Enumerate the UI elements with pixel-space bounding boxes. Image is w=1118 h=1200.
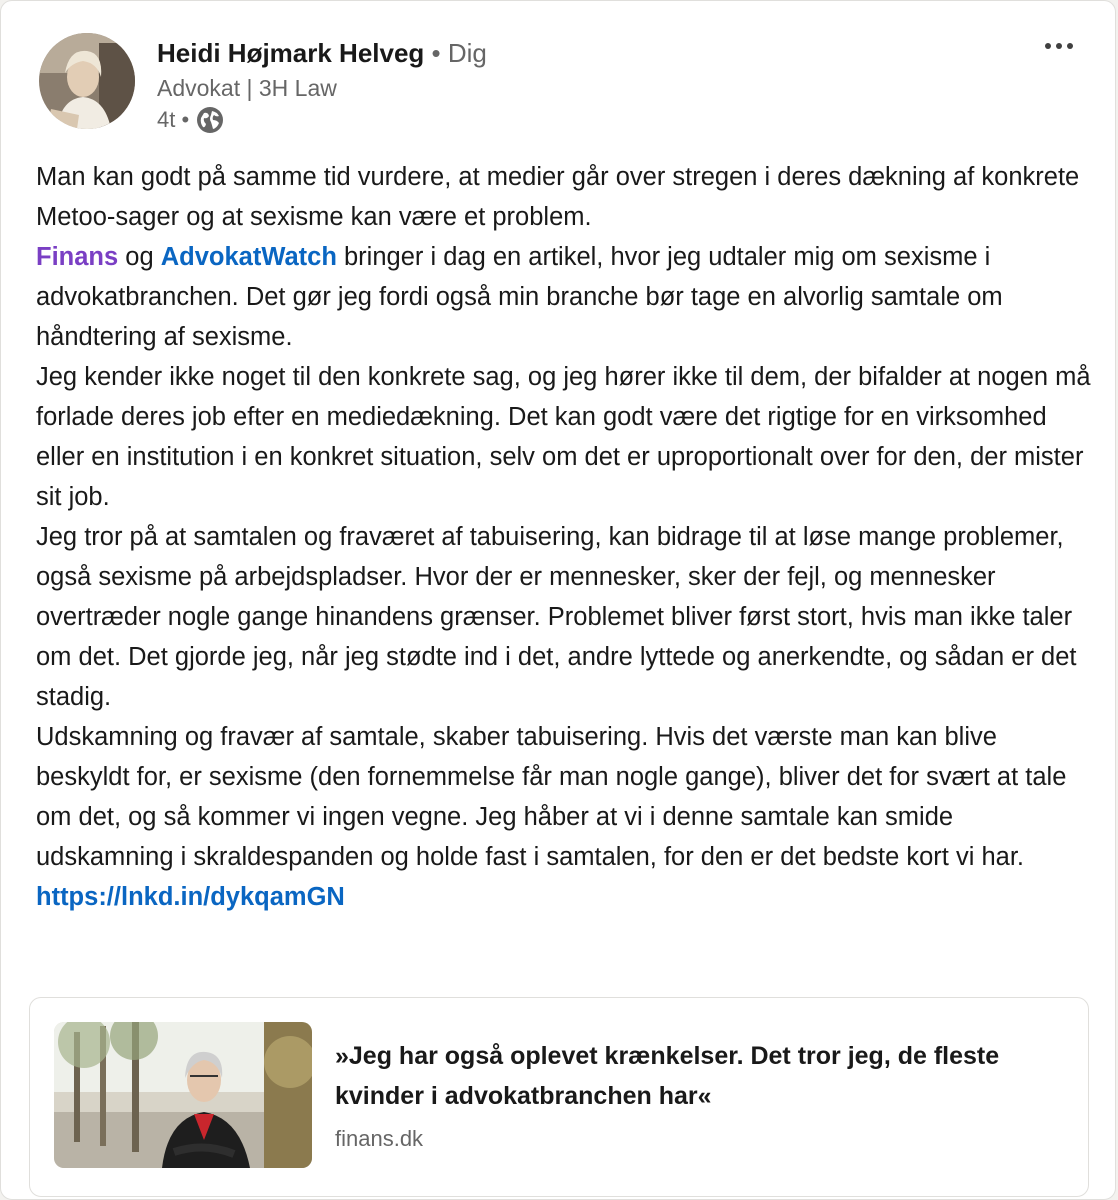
post-paragraph-5: Udskamning og fravær af samtale, skaber tabuisering. Hvis det værste man kan blive beskyldt for, er sexisme (den fornemmelse får man nogle gange), bliver det for svært at tale om det, og så kommer vi ingen vegne. Jeg håber at vi i denne samtale kan smide udskamning i skraldespanden og holde fast i samtalen, for den er det bedste kort vi har. [36,723,1067,871]
post-meta [157,105,225,135]
post-link-line [36,877,1096,917]
article-preview-card[interactable] [29,997,1089,1197]
mention-finans[interactable]: Finans [36,243,119,271]
post-paragraph-1: Man kan godt på samme tid vurdere, at medier går over stregen i deres dækning af konkrete Metoo-sager og at sexisme kan være et problem. [36,163,1080,231]
post-paragraph-3: Jeg kender ikke noget til den konkrete sag, og jeg hører ikke til dem, der bifalder at nogen må forlade deres job efter en mediedækning. Det kan godt være det rigtige for en virksomhed eller en institution i en konkret situation, selv om det er uproportionalt over for den, der mister sit job. [36,363,1091,511]
more-horizontal-icon [1044,42,1074,50]
post-paragraph-2 [36,237,1096,357]
article-thumbnail-image [54,1022,312,1168]
more-options-button[interactable] [1037,31,1081,61]
article-source: finans.dk [335,1126,424,1151]
article-title[interactable]: »Jeg har også oplevet krænkelser. Det tror jeg, de fleste kvinder i advokatbranchen har« [335,1042,1000,1110]
post-paragraph-4: Jeg tror på at samtalen og fraværet af tabuisering, kan bidrage til at løse mange problemer, også sexisme på arbejdspladser. Hvor der er mennesker, sker der fejl, og mennesker overtræder nogle gange hinandens grænser. Problemet bliver først stort, hvis man ikke taler om det. Det gjorde jeg, når jeg stødte ind i det, andre lyttede og anerkendte, og sådan er det stadig. [36,523,1077,711]
post-paragraph-2-text: bringer i dag en artikel, hvor jeg udtaler mig om sexisme i advokatbranchen. Det gør jeg fordi også min branche bør tage en alvorlig samtale om håndtering af sexisme. [36,243,1003,351]
shortened-link[interactable]: https://lnkd.in/dykqamGN [36,883,345,911]
avatar-photo [39,33,135,129]
post-time: 4t • [157,107,190,132]
post-body [36,157,1096,917]
author-headline: Advokat | 3H Law [157,75,337,101]
globe-icon [195,105,225,135]
mention-separator: og [118,243,161,271]
connection-degree: • Dig [424,38,487,68]
article-thumbnail[interactable] [54,1022,312,1168]
author-name[interactable]: Heidi Højmark Helveg [157,38,425,68]
author-line [157,37,487,69]
author-avatar[interactable] [39,33,135,129]
mention-advokatwatch[interactable]: AdvokatWatch [160,243,337,271]
